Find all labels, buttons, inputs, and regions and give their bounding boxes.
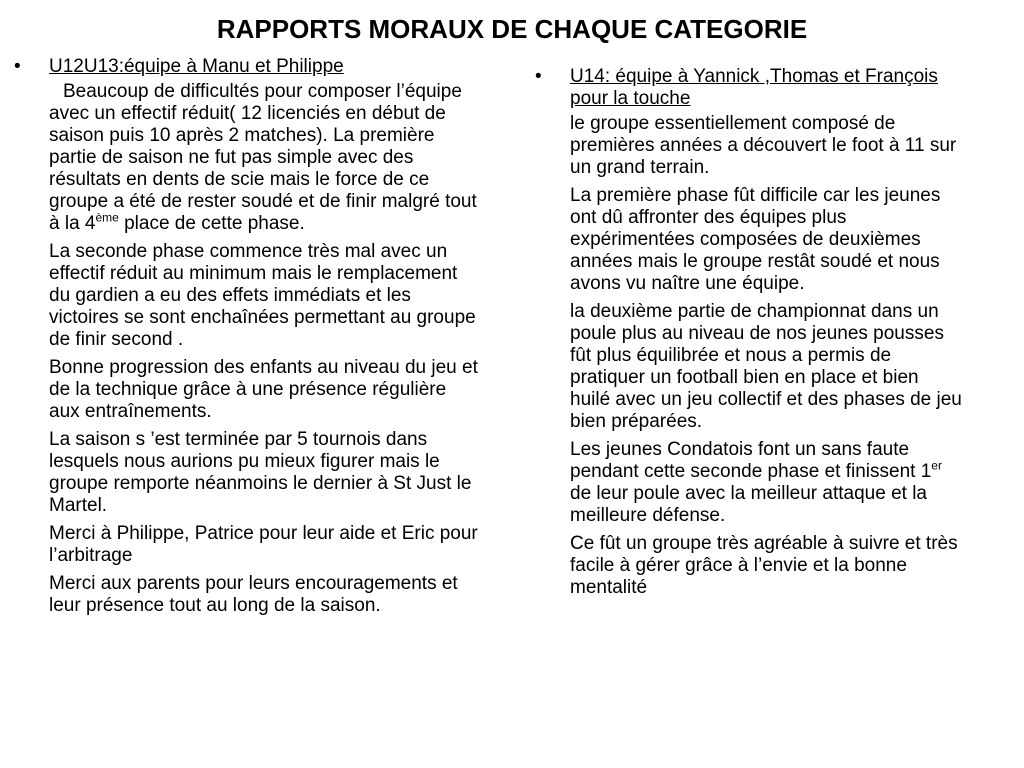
right-paragraph-2: La première phase fût difficile car les jeunes ont dû affronter des équipes plus expérimentées composées de deuxièmes années mais le groupe restât soudé et nous avons vu naître une équipe. — [570, 185, 941, 294]
left-paragraph-1: Beaucoup de difficultés pour composer l’équipe avec un effectif réduit( 12 licenciés en début de saison puis 10 après 2 matches). La première partie de saison ne fut pas simple avec des résultats en dents de scie mais le force de ce groupe a été de rester soudé et de finir malgré tout à la 4ème place de cette phase. — [49, 81, 477, 234]
left-paragraph-5: Merci à Philippe, Patrice pour leur aide et Eric pour l’arbitrage — [49, 523, 478, 566]
right-heading: U14: équipe à Yannick ,Thomas et François pour la touche — [570, 66, 938, 109]
left-paragraph-2: La seconde phase commence très mal avec un effectif réduit au minimum mais le remplacement du gardien a eu des effets immédiats et les victoires se sont enchaînées permettant au groupe de finir second . — [49, 241, 476, 350]
left-paragraph-6: Merci aux parents pour leurs encouragements et leur présence tout au long de la saison. — [49, 573, 458, 616]
left-bullet-item — [10, 56, 480, 78]
left-heading: U12U13:équipe à Manu et Philippe — [49, 56, 344, 77]
right-bullet-item — [531, 66, 963, 110]
right-paragraph-4: Les jeunes Condatois font un sans faute pendant cette seconde phase et finissent 1er de leur poule avec la meilleur attaque et la meilleure défense. — [570, 439, 942, 526]
left-paragraph-3: Bonne progression des enfants au niveau du jeu et de la technique grâce à une présence régulière aux entraînements. — [49, 357, 478, 422]
bullet-icon: • — [535, 66, 542, 87]
right-paragraph-3: la deuxième partie de championnat dans un poule plus au niveau de nos jeunes pousses fût plus équilibrée et nous a permis de pratiquer un football bien en place et bien huilé avec un jeu collectif et des phases de jeu bien préparées. — [570, 301, 962, 432]
slide-title: RAPPORTS MORAUX DE CHAQUE CATEGORIE — [216, 14, 808, 44]
right-paragraph-1: le groupe essentiellement composé de premières années a découvert le foot à 11 sur un grand terrain. — [570, 113, 957, 178]
right-column-u14 — [531, 66, 963, 599]
left-paragraph-4: La saison s ’est terminée par 5 tournois dans lesquels nous aurions pu mieux figurer mais le groupe remporte néanmoins le dernier à St Just le Martel. — [49, 429, 472, 516]
left-column-u12u13 — [10, 56, 480, 617]
right-paragraph-5: Ce fût un groupe très agréable à suivre et très facile à gérer grâce à l’envie et la bonne mentalité — [570, 533, 958, 598]
bullet-icon: • — [14, 56, 21, 77]
